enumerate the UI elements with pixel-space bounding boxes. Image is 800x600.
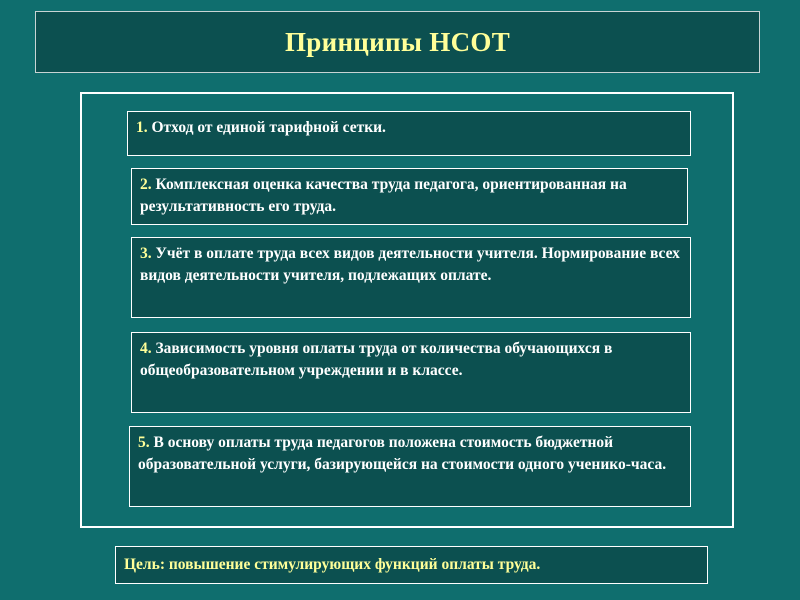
principle-text: Зависимость уровня оплаты труда от количества обучающихся в общеобразовательном учреждении и в классе. <box>140 340 613 379</box>
principle-item-4 <box>131 332 691 413</box>
principle-number: 1. <box>136 119 148 136</box>
principle-number: 2. <box>140 176 152 193</box>
principle-number: 4. <box>140 340 152 357</box>
principle-text: Учёт в оплате труда всех видов деятельности учителя. Нормирование всех видов деятельности учителя, подлежащих оплате. <box>140 245 680 284</box>
goal-text: Цель: повышение стимулирующих функций оплаты труда. <box>124 556 541 573</box>
principle-item-3 <box>131 237 691 318</box>
goal-box <box>115 546 708 584</box>
principle-item-2 <box>131 168 688 225</box>
principle-item-5 <box>129 426 691 507</box>
title-box <box>35 11 760 73</box>
principle-item-1 <box>127 111 691 156</box>
page-title: Принципы НСОТ <box>284 26 511 57</box>
principle-number: 3. <box>140 245 152 262</box>
principle-text: Отход от единой тарифной сетки. <box>147 119 386 136</box>
principle-text: В основу оплаты труда педагогов положена стоимость бюджетной образовательной услуги, базирующейся на стоимости одного ученико-часа. <box>138 434 667 473</box>
principle-number: 5. <box>138 434 150 451</box>
principle-text: Комплексная оценка качества труда педагога, ориентированная на результативность его труда. <box>140 176 627 215</box>
